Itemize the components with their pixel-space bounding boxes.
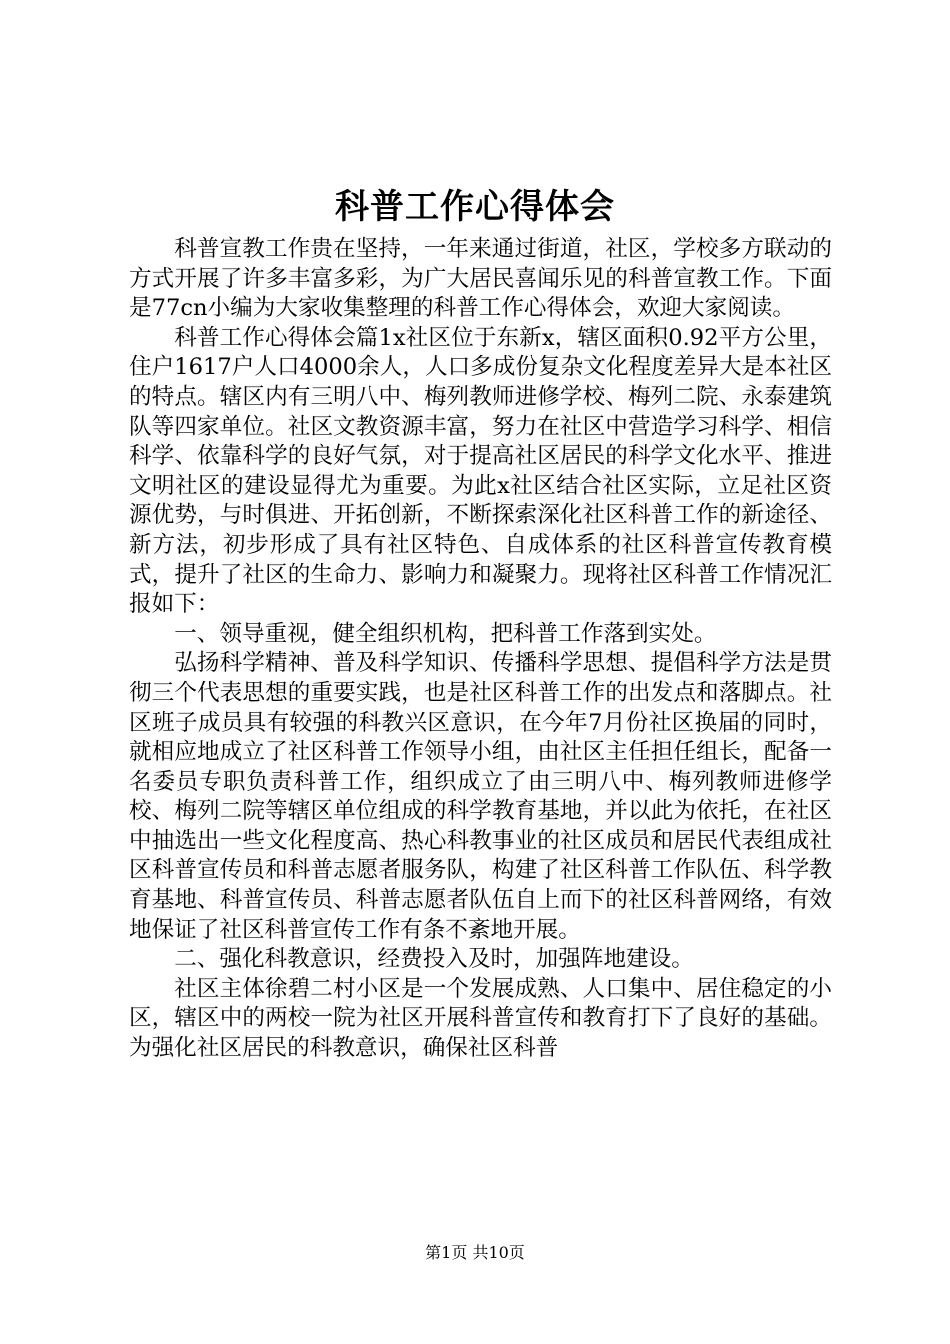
paragraph-awareness: 社区主体徐碧二村小区是一个发展成熟、人口集中、居住稳定的小区，辖区中的两校一院为社区开展科普宣传和教育打下了良好的基础。为强化社区居民的科教意识，确保社区科普 [129, 975, 832, 1062]
document-title: 科普工作心得体会 [335, 187, 615, 227]
document-body [129, 235, 832, 1064]
section-heading-2: 二、强化科教意识，经费投入及时，加强阵地建设。 [174, 946, 694, 973]
paragraph-organization: 弘扬科学精神、普及科学知识、传播科学思想、提倡科学方法是贯彻三个代表思想的重要实践，也是社区科普工作的出发点和落脚点。社区班子成员具有较强的科教兴区意识，在今年7月份社区换届的同时，就相应地成立了社区科普工作领导小组，由社区主任担任组长，配备一名委员专职负责科普工作，组织成立了由三明八中、梅列教师进修学校、梅列二院等辖区单位组成的科学教育基地，并以此为依托，在社区中抽选出一些文化程度高、热心科教事业的社区成员和居民代表组成社区科普宣传员和科普志愿者服务队，构建了社区科普工作队伍、科学教育基地、科普宣传员、科普志愿者队伍自上而下的社区科普网络，有效地保证了社区科普宣传工作有条不紊地开展。 [129, 650, 832, 943]
page-number-footer: 第1页 共10页 [425, 1243, 525, 1262]
section-heading-1: 一、领导重视，健全组织机构，把科普工作落到实处。 [174, 620, 717, 647]
paragraph-community-overview: 科普工作心得体会篇1x社区位于东新x，辖区面积0.92平方公里，住户1617户人口4000余人，人口多成份复杂文化程度差异大是本社区的特点。辖区内有三明八中、梅列教师进修学校、梅列二院、永泰建筑队等四家单位。社区文教资源丰富，努力在社区中营造学习科学、相信科学、依靠科学的良好气氛，对于提高社区居民的科学文化水平、推进文明社区的建设显得尤为重要。为此x社区结合社区实际，立足社区资源优势，与时俱进、开拓创新，不断探索深化社区科普工作的新途径、新方法，初步形成了具有社区特色、自成体系的社区科普宣传教育模式，提升了社区的生命力、影响力和凝聚力。现将社区科普工作情况汇报如下： [129, 324, 832, 618]
paragraph-intro: 科普宣教工作贵在坚持，一年来通过街道，社区，学校多方联动的方式开展了许多丰富多彩，为广大居民喜闻乐见的科普宣教工作。下面是77cn小编为大家收集整理的科普工作心得体会，欢迎大家阅读。 [129, 236, 832, 322]
